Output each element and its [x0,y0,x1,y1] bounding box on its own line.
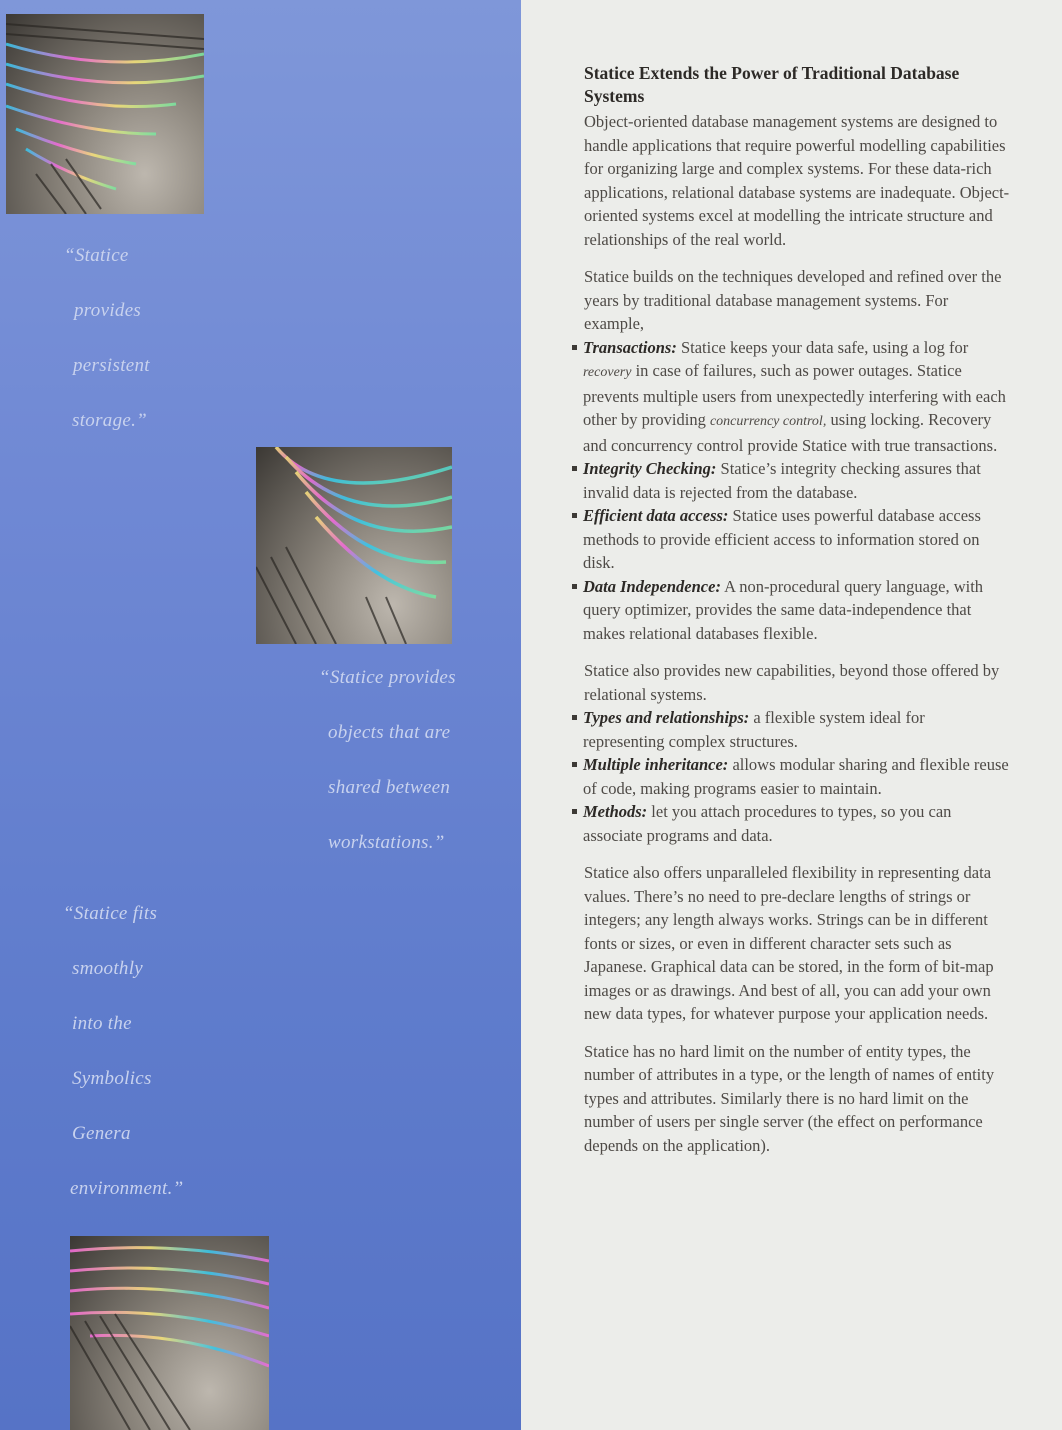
quote-line: into the [72,1013,132,1034]
quote-line: workstations.” [328,832,445,853]
quote-line: shared between [328,777,451,798]
quote-line: provides [74,300,142,321]
photo-illustration [256,447,452,644]
quote-line: environment.” [70,1178,184,1199]
quote-line: “Statice fits [63,903,158,924]
feature-text: allows modular sharing and flexible reuse of code, making programs easier to maintain. [583,755,1009,798]
hologram-disk-photo-3 [70,1236,269,1430]
list-item [570,504,1010,575]
feature-emphasis: concurrency control, [709,414,827,429]
list-item [570,706,1010,753]
pull-quote-genera-environment [63,899,183,1229]
quote-line: persistent [73,355,150,376]
feature-term: Data Independence: [583,576,721,596]
new-capabilities-paragraph: Statice also provides new capabilities, beyond those offered by relational systems. [584,661,1000,704]
intro-paragraph: Object-oriented database management systems are designed to handle applications that require powerful modelling capabilities for organizing large and complex systems. For these data-rich applications, relational database systems are inadequate. Object-oriented systems excel at modelling the intricate structure and relationships of the real world. [584,112,1010,249]
limits-paragraph: Statice has no hard limit on the number of entity types, the number of attributes in a type, or the length of names of entity types and attributes. Similarly there is no hard limit on the number of users per single server (the effect on performance depends on the application). [584,1041,995,1155]
quote-line: “Statice [64,245,129,266]
pull-quote-persistent-storage [64,241,150,461]
feature-term: Transactions: [583,337,677,357]
list-item [570,457,1010,504]
article-heading: Statice Extends the Power of Traditional Database Systems [584,63,960,106]
builds-on-paragraph: Statice builds on the techniques developed and refined over the years by traditional database management systems. For example, [584,267,1002,333]
feature-term: Methods: [583,802,648,821]
feature-text: a flexible system ideal for representing complex structures. [583,708,925,751]
list-item [570,575,1010,646]
feature-text: Statice’s integrity checking assures that invalid data is rejected from the database. [583,459,981,502]
feature-term: Types and relationships: [583,708,750,727]
list-item [570,800,1010,847]
quote-line: storage.” [72,410,148,431]
quote-line: “Statice provides [319,667,456,688]
feature-text: in case of failures, such as power outages. Statice prevents multiple users from unexpectedly interfering with each other by providing [583,361,1006,429]
hologram-disk-photo-1 [6,14,204,214]
feature-text: using locking. Recovery and concurrency control provide Statice with true transactions. [583,410,998,455]
hologram-disk-photo-2 [256,447,452,644]
feature-text: let you attach procedures to types, so you can associate programs and data. [583,802,952,845]
photo-illustration [6,14,204,214]
quote-line: Symbolics [72,1068,152,1089]
feature-term: Multiple inheritance: [583,755,729,774]
article-body [570,62,1010,1171]
list-item [570,753,1010,800]
feature-text: A non-procedural query language, with query optimizer, provides the same data-independence that makes relational databases flexible. [583,576,984,643]
quote-line: smoothly [72,958,144,979]
pull-quote-shared-objects [319,663,456,883]
new-features-list [570,706,1010,847]
feature-term: Efficient data access: [583,506,729,525]
feature-text: Statice keeps your data safe, using a log for [676,337,969,357]
quote-line: Genera [72,1123,131,1144]
quote-line: objects that are [328,722,451,743]
feature-emphasis: recovery [583,365,632,380]
list-item [570,336,1010,458]
flexibility-paragraph: Statice also offers unparalleled flexibility in representing data values. There’s no need to pre-declare lengths of strings or integers; any length always works. Strings can be in different fonts or sizes, or even in different character sets such as Japanese. Graphical data can be stored, in the form of bit-map images or as drawings. And best of all, you can add your own new data types, for whatever purpose your application needs. [584,863,994,1023]
photo-illustration [70,1236,269,1430]
traditional-features-list [570,336,1010,646]
feature-term: Integrity Checking: [583,459,717,478]
feature-text: Statice uses powerful database access methods to provide efficient access to information stored on disk. [583,506,981,572]
